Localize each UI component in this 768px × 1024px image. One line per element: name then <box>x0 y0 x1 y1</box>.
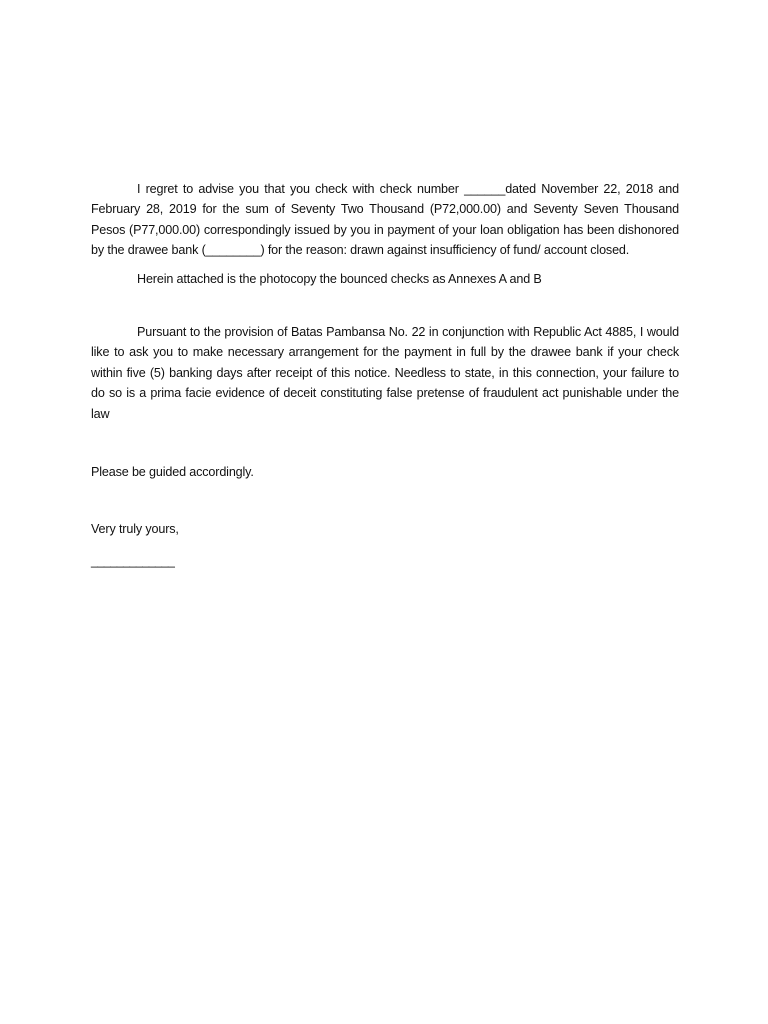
letter-body <box>91 179 679 571</box>
guidance-line: Please be guided accordingly. <box>91 465 254 480</box>
paragraph-attached-photocopy: Herein attached is the photocopy the bounced checks as Annexes A and B <box>137 271 542 286</box>
paragraph-dishonored-check-notice: I regret to advise you that you check with check number ______dated November 22, 2018 and February 28, 2019 for the sum of Seventy Two Thousand (P72,000.00) and Seventy Seven Thousand Pesos (P77,000.00) correspondingly issued by you in payment of your loan obligation has been dishonored by the drawee bank (________) for the reason: drawn against insufficiency of fund/ account closed. <box>91 182 679 258</box>
signature-line: _____________ <box>91 553 175 568</box>
paragraph-payment-request: Pursuant to the provision of Batas Pambansa No. 22 in conjunction with Republic Act 4885, I would like to ask you to make necessary arrangement for the payment in full by the drawee bank if your check within five (5) banking days after receipt of this notice. Needless to state, in this connection, your failure to do so is a prima facie evidence of deceit constituting false pretense of fraudulent act punishable under the law <box>91 325 679 421</box>
closing-salutation: Very truly yours, <box>91 522 179 537</box>
